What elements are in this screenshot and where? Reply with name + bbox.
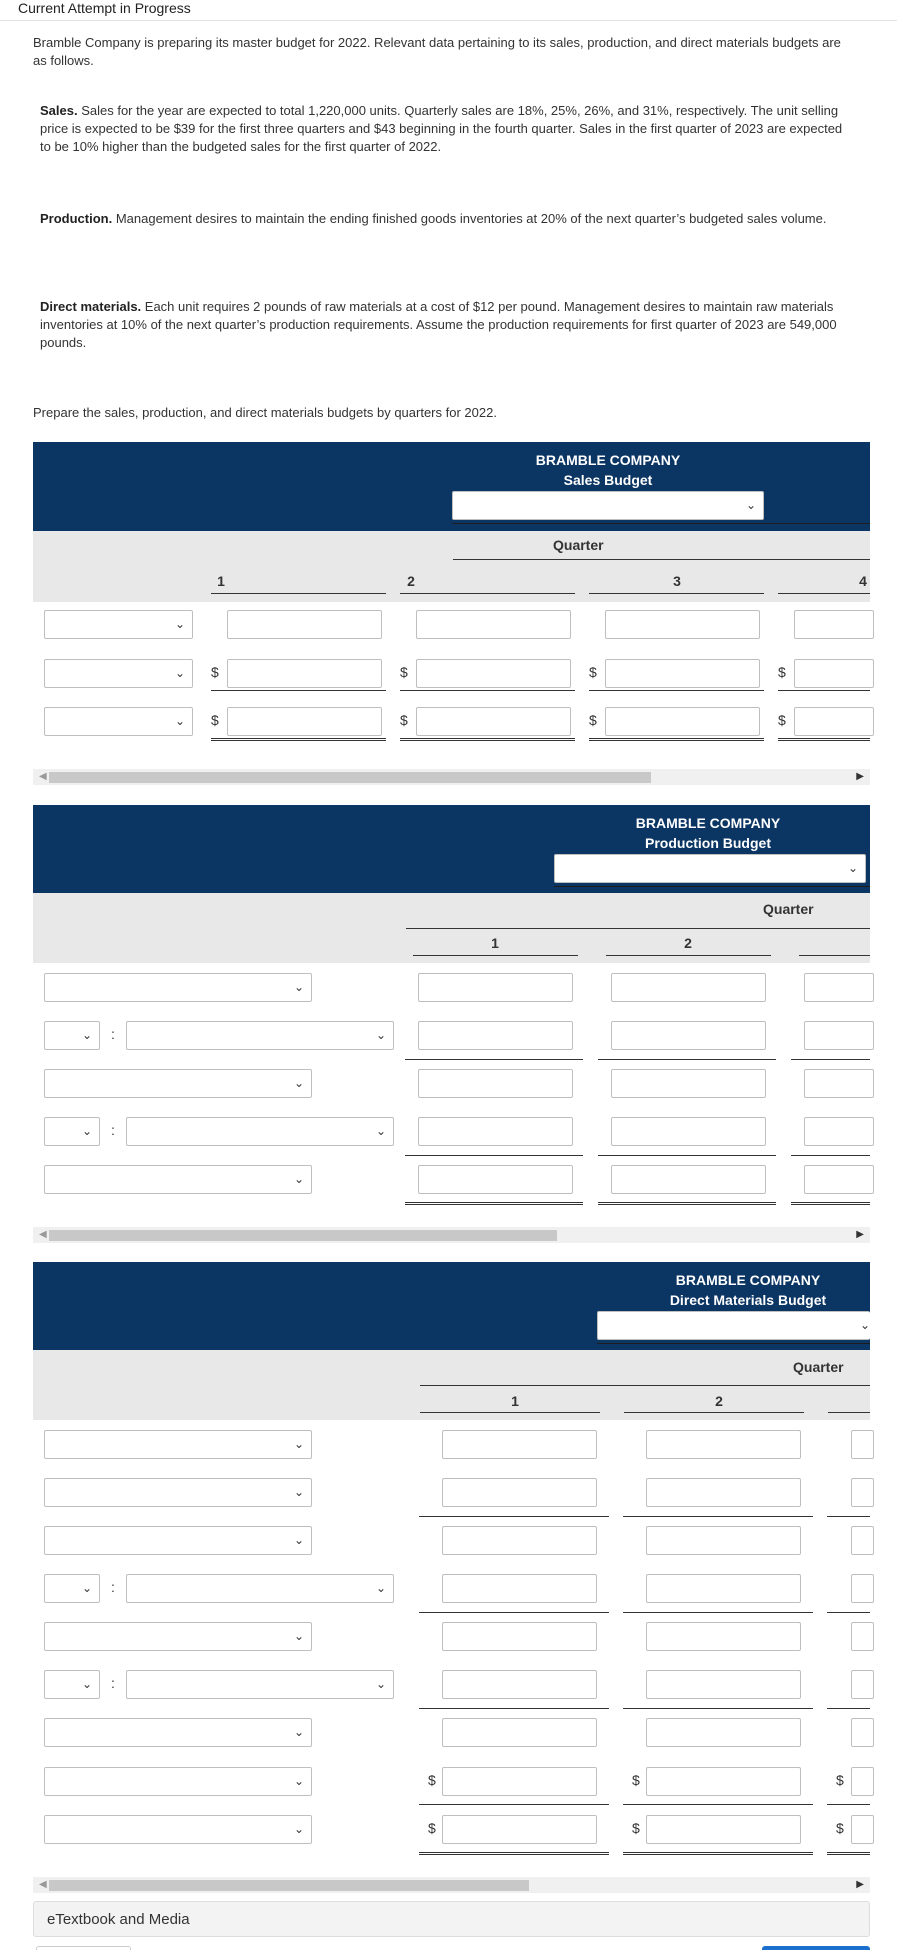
- materials-company-name: BRAMBLE COMPANY: [675, 1272, 821, 1288]
- row-rule: [598, 1155, 776, 1156]
- materials-row1-q2-input[interactable]: [646, 1430, 801, 1459]
- chevron-down-icon: ⌄: [847, 861, 858, 875]
- total-rule: [419, 1852, 609, 1855]
- sales-row2-q1-input[interactable]: [227, 659, 382, 688]
- chevron-down-icon: ⌄: [293, 1725, 304, 1739]
- col-underline: [778, 593, 870, 594]
- total-rule: [211, 738, 386, 741]
- materials-row5-label-select[interactable]: [44, 1622, 312, 1651]
- materials-row9-label-select[interactable]: [44, 1815, 312, 1844]
- col-underline: [211, 593, 386, 594]
- materials-row3-q2-input[interactable]: [646, 1526, 801, 1555]
- col-underline: [624, 1412, 804, 1413]
- total-rule: [589, 738, 764, 741]
- chevron-down-icon: ⌄: [81, 1028, 92, 1042]
- arrow-right-icon[interactable]: ▶: [856, 1229, 864, 1240]
- row-rule: [827, 1708, 870, 1709]
- currency-symbol: $: [400, 712, 408, 728]
- sales-paragraph: [40, 102, 852, 156]
- production-column-header: [33, 893, 870, 963]
- chevron-down-icon: ⌄: [293, 1437, 304, 1451]
- materials-row5-q1-input[interactable]: [442, 1622, 597, 1651]
- production-period-select[interactable]: [554, 854, 866, 883]
- row-rule: [827, 1516, 870, 1517]
- materials-row4-label-select[interactable]: [126, 1574, 394, 1603]
- production-budget-title: Production Budget: [645, 835, 771, 851]
- chevron-down-icon: ⌄: [745, 498, 756, 512]
- materials-row6-q2-input[interactable]: [646, 1670, 801, 1699]
- materials-row8-label-select[interactable]: [44, 1767, 312, 1796]
- sales-label: Sales.: [40, 103, 78, 118]
- materials-budget-header: [33, 1262, 870, 1350]
- quarter-underline: [406, 928, 870, 929]
- sales-row1-q4-input[interactable]: [794, 610, 874, 639]
- currency-symbol: $: [778, 664, 786, 680]
- production-row4-label-select[interactable]: [126, 1117, 394, 1146]
- sales-company-name: BRAMBLE COMPANY: [535, 452, 681, 468]
- sales-row1-label-select[interactable]: [44, 610, 193, 639]
- currency-symbol: $: [211, 712, 219, 728]
- scroll-thumb[interactable]: [49, 772, 651, 783]
- sales-period-select[interactable]: [452, 491, 764, 520]
- colon-separator: :: [111, 1122, 115, 1138]
- sales-budget-title: Sales Budget: [563, 472, 653, 488]
- sales-row3-q4-input[interactable]: [794, 707, 874, 736]
- row-rule: [623, 1612, 813, 1613]
- production-budget-header: [33, 805, 870, 893]
- col-underline: [589, 593, 764, 594]
- materials-paragraph: [40, 298, 852, 352]
- secondary-button[interactable]: [36, 1946, 131, 1950]
- currency-symbol: $: [836, 1820, 844, 1836]
- currency-symbol: $: [211, 664, 219, 680]
- sales-budget-header: [33, 442, 870, 531]
- header-rule: [452, 523, 870, 524]
- chevron-down-icon: ⌄: [375, 1028, 386, 1042]
- materials-row9-q2-input[interactable]: [646, 1815, 801, 1844]
- materials-row4-q3-input[interactable]: [851, 1574, 874, 1603]
- chevron-down-icon: ⌄: [375, 1124, 386, 1138]
- sales-quarter-label: Quarter: [553, 537, 604, 553]
- arrow-left-icon[interactable]: ◀: [39, 1879, 47, 1890]
- sales-text: Sales for the year are expected to total 1,220,000 units. Quarterly sales are 18%, 25%, 26%, and 31%, respectively. The unit selling price is expected to be $39 for the first three quarters and $43 beginning in the fourth quarter. Sales in the first quarter of 2023 are expected to be 10% higher than the budgeted sales for the first quarter of 2022.: [40, 103, 843, 154]
- currency-symbol: $: [836, 1772, 844, 1788]
- production-row1-q3-input[interactable]: [804, 973, 874, 1002]
- production-row1-q1-input[interactable]: [418, 973, 573, 1002]
- sales-row2-q3-input[interactable]: [605, 659, 760, 688]
- materials-period-select[interactable]: [597, 1311, 870, 1340]
- currency-symbol: $: [428, 1772, 436, 1788]
- row-rule: [623, 1516, 813, 1517]
- row-rule: [400, 690, 575, 691]
- row-rule: [623, 1708, 813, 1709]
- materials-row6-q1-input[interactable]: [442, 1670, 597, 1699]
- chevron-down-icon: ⌄: [293, 1629, 304, 1643]
- arrow-left-icon[interactable]: ◀: [39, 771, 47, 782]
- production-row2-q3-input[interactable]: [804, 1021, 874, 1050]
- materials-scrollbar[interactable]: [33, 1877, 870, 1893]
- row-rule: [419, 1612, 609, 1613]
- sales-col-4: 4: [859, 573, 867, 589]
- row-rule: [211, 690, 386, 691]
- sales-row1-q2-input[interactable]: [416, 610, 571, 639]
- total-rule: [827, 1852, 870, 1855]
- colon-separator: :: [111, 1675, 115, 1691]
- production-row4-q3-input[interactable]: [804, 1117, 874, 1146]
- sales-row3-q3-input[interactable]: [605, 707, 760, 736]
- production-row1-q2-input[interactable]: [611, 973, 766, 1002]
- chevron-down-icon: ⌄: [859, 1318, 870, 1332]
- chevron-down-icon: ⌄: [293, 1485, 304, 1499]
- production-row2-prefix-select[interactable]: [44, 1021, 100, 1050]
- materials-row7-q2-input[interactable]: [646, 1718, 801, 1747]
- row-rule: [623, 1804, 813, 1805]
- materials-row6-q3-input[interactable]: [851, 1670, 874, 1699]
- currency-symbol: $: [589, 664, 597, 680]
- production-scrollbar[interactable]: [33, 1227, 870, 1243]
- currency-symbol: $: [589, 712, 597, 728]
- materials-row4-prefix-select[interactable]: [44, 1574, 100, 1603]
- production-quarter-label: Quarter: [763, 901, 814, 917]
- intro-text: Bramble Company is preparing its master budget for 2022. Relevant data pertaining to its sales, production, and direct materials budgets are as follows.: [33, 35, 841, 68]
- header-rule: [597, 1343, 870, 1344]
- materials-row4-q1-input[interactable]: [442, 1574, 597, 1603]
- production-row5-label-select[interactable]: [44, 1165, 312, 1194]
- materials-row4-q2-input[interactable]: [646, 1574, 801, 1603]
- quarter-underline: [420, 1385, 870, 1386]
- materials-row7-q3-input[interactable]: [851, 1718, 874, 1747]
- row-rule: [827, 1804, 870, 1805]
- production-row3-label-select[interactable]: [44, 1069, 312, 1098]
- primary-button[interactable]: [762, 1946, 870, 1950]
- materials-row8-q3-input[interactable]: [851, 1767, 874, 1796]
- arrow-left-icon[interactable]: ◀: [39, 1229, 47, 1240]
- sales-row3-label-select[interactable]: [44, 707, 193, 736]
- row-rule: [405, 1155, 583, 1156]
- sales-row3-q1-input[interactable]: [227, 707, 382, 736]
- etextbook-media-panel[interactable]: [33, 1901, 870, 1937]
- materials-row5-q2-input[interactable]: [646, 1622, 801, 1651]
- attempt-status: Current Attempt in Progress: [18, 0, 191, 16]
- chevron-down-icon: ⌄: [375, 1581, 386, 1595]
- quarter-underline: [453, 559, 870, 560]
- production-col-1: 1: [491, 935, 499, 951]
- chevron-down-icon: ⌄: [81, 1581, 92, 1595]
- row-rule: [405, 1059, 583, 1060]
- materials-col-2: 2: [715, 1393, 723, 1409]
- divider: [0, 20, 897, 21]
- materials-label: Direct materials.: [40, 299, 142, 314]
- production-row3-q2-input[interactable]: [611, 1069, 766, 1098]
- scroll-thumb[interactable]: [49, 1230, 557, 1241]
- total-rule: [778, 738, 870, 741]
- production-company-name: BRAMBLE COMPANY: [635, 815, 781, 831]
- sales-row1-q1-input[interactable]: [227, 610, 382, 639]
- row-rule: [419, 1804, 609, 1805]
- currency-symbol: $: [400, 664, 408, 680]
- currency-symbol: $: [632, 1820, 640, 1836]
- row-rule: [778, 690, 870, 691]
- colon-separator: :: [111, 1026, 115, 1042]
- col-underline: [828, 1412, 870, 1413]
- production-row4-prefix-select[interactable]: [44, 1117, 100, 1146]
- sales-row2-label-select[interactable]: [44, 659, 193, 688]
- chevron-down-icon: ⌄: [293, 1822, 304, 1836]
- production-row1-label-select[interactable]: [44, 973, 312, 1002]
- sales-scrollbar[interactable]: [33, 769, 870, 785]
- materials-row6-prefix-select[interactable]: [44, 1670, 100, 1699]
- materials-row7-q1-input[interactable]: [442, 1718, 597, 1747]
- row-rule: [791, 1155, 870, 1156]
- chevron-down-icon: ⌄: [174, 617, 185, 631]
- materials-row6-label-select[interactable]: [126, 1670, 394, 1699]
- production-paragraph: [40, 210, 852, 228]
- materials-row3-q3-input[interactable]: [851, 1526, 874, 1555]
- production-text: Management desires to maintain the ending finished goods inventories at 20% of the next quarter’s budgeted sales volume.: [112, 211, 827, 226]
- sales-row1-q3-input[interactable]: [605, 610, 760, 639]
- total-rule: [400, 738, 575, 741]
- production-row3-q1-input[interactable]: [418, 1069, 573, 1098]
- materials-row3-label-select[interactable]: [44, 1526, 312, 1555]
- sales-row2-q4-input[interactable]: [794, 659, 874, 688]
- currency-symbol: $: [778, 712, 786, 728]
- sales-row2-q2-input[interactable]: [416, 659, 571, 688]
- chevron-down-icon: ⌄: [81, 1677, 92, 1691]
- production-row5-q3-input[interactable]: [804, 1165, 874, 1194]
- materials-row1-label-select[interactable]: [44, 1430, 312, 1459]
- production-row2-label-select[interactable]: [126, 1021, 394, 1050]
- production-row4-q1-input[interactable]: [418, 1117, 573, 1146]
- production-row3-q3-input[interactable]: [804, 1069, 874, 1098]
- col-underline: [413, 955, 578, 956]
- total-rule: [598, 1202, 776, 1205]
- col-underline: [400, 593, 575, 594]
- scroll-thumb[interactable]: [49, 1880, 529, 1891]
- sales-col-1: 1: [217, 573, 225, 589]
- materials-text: Each unit requires 2 pounds of raw materials at a cost of $12 per pound. Management desires to maintain raw materials inventories at 10% of the next quarter’s production requirements. Assume the production requirements for first quarter of 2023 are 549,000 pounds.: [40, 299, 837, 350]
- materials-row9-q3-input[interactable]: [851, 1815, 874, 1844]
- materials-row3-q1-input[interactable]: [442, 1526, 597, 1555]
- materials-row1-q3-input[interactable]: [851, 1430, 874, 1459]
- production-row5-q1-input[interactable]: [418, 1165, 573, 1194]
- materials-budget-title: Direct Materials Budget: [669, 1292, 827, 1308]
- materials-col-1: 1: [511, 1393, 519, 1409]
- arrow-right-icon[interactable]: ▶: [856, 1879, 864, 1890]
- chevron-down-icon: ⌄: [174, 714, 185, 728]
- sales-column-header: [33, 531, 870, 602]
- total-rule: [791, 1202, 870, 1205]
- sales-row3-q2-input[interactable]: [416, 707, 571, 736]
- etextbook-media-label: eTextbook and Media: [47, 1911, 190, 1928]
- row-rule: [589, 690, 764, 691]
- materials-row2-q1-input[interactable]: [442, 1478, 597, 1507]
- row-rule: [419, 1708, 609, 1709]
- total-rule: [623, 1852, 813, 1855]
- materials-row2-label-select[interactable]: [44, 1478, 312, 1507]
- chevron-down-icon: ⌄: [293, 1533, 304, 1547]
- sales-col-2: 2: [407, 573, 415, 589]
- row-rule: [827, 1612, 870, 1613]
- col-underline: [420, 1412, 600, 1413]
- chevron-down-icon: ⌄: [375, 1677, 386, 1691]
- row-rule: [791, 1059, 870, 1060]
- instruction-text: Prepare the sales, production, and direct materials budgets by quarters for 2022.: [33, 405, 497, 420]
- chevron-down-icon: ⌄: [293, 980, 304, 994]
- materials-row8-q2-input[interactable]: [646, 1767, 801, 1796]
- materials-quarter-label: Quarter: [793, 1359, 844, 1375]
- materials-column-header: [33, 1350, 870, 1420]
- production-row2-q1-input[interactable]: [418, 1021, 573, 1050]
- materials-row7-label-select[interactable]: [44, 1718, 312, 1747]
- chevron-down-icon: ⌄: [293, 1774, 304, 1788]
- production-col-2: 2: [684, 935, 692, 951]
- chevron-down-icon: ⌄: [293, 1076, 304, 1090]
- header-rule: [554, 886, 870, 887]
- chevron-down-icon: ⌄: [293, 1172, 304, 1186]
- materials-row8-q1-input[interactable]: [442, 1767, 597, 1796]
- chevron-down-icon: ⌄: [81, 1124, 92, 1138]
- sales-col-3: 3: [673, 573, 681, 589]
- total-rule: [405, 1202, 583, 1205]
- materials-row2-q3-input[interactable]: [851, 1478, 874, 1507]
- production-row5-q2-input[interactable]: [611, 1165, 766, 1194]
- materials-row1-q1-input[interactable]: [442, 1430, 597, 1459]
- materials-row9-q1-input[interactable]: [442, 1815, 597, 1844]
- production-row2-q2-input[interactable]: [611, 1021, 766, 1050]
- arrow-right-icon[interactable]: ▶: [856, 771, 864, 782]
- materials-row2-q2-input[interactable]: [646, 1478, 801, 1507]
- currency-symbol: $: [428, 1820, 436, 1836]
- row-rule: [598, 1059, 776, 1060]
- production-row4-q2-input[interactable]: [611, 1117, 766, 1146]
- materials-row5-q3-input[interactable]: [851, 1622, 874, 1651]
- col-underline: [799, 955, 870, 956]
- chevron-down-icon: ⌄: [174, 666, 185, 680]
- currency-symbol: $: [632, 1772, 640, 1788]
- col-underline: [606, 955, 771, 956]
- production-label: Production.: [40, 211, 113, 226]
- row-rule: [419, 1516, 609, 1517]
- colon-separator: :: [111, 1579, 115, 1595]
